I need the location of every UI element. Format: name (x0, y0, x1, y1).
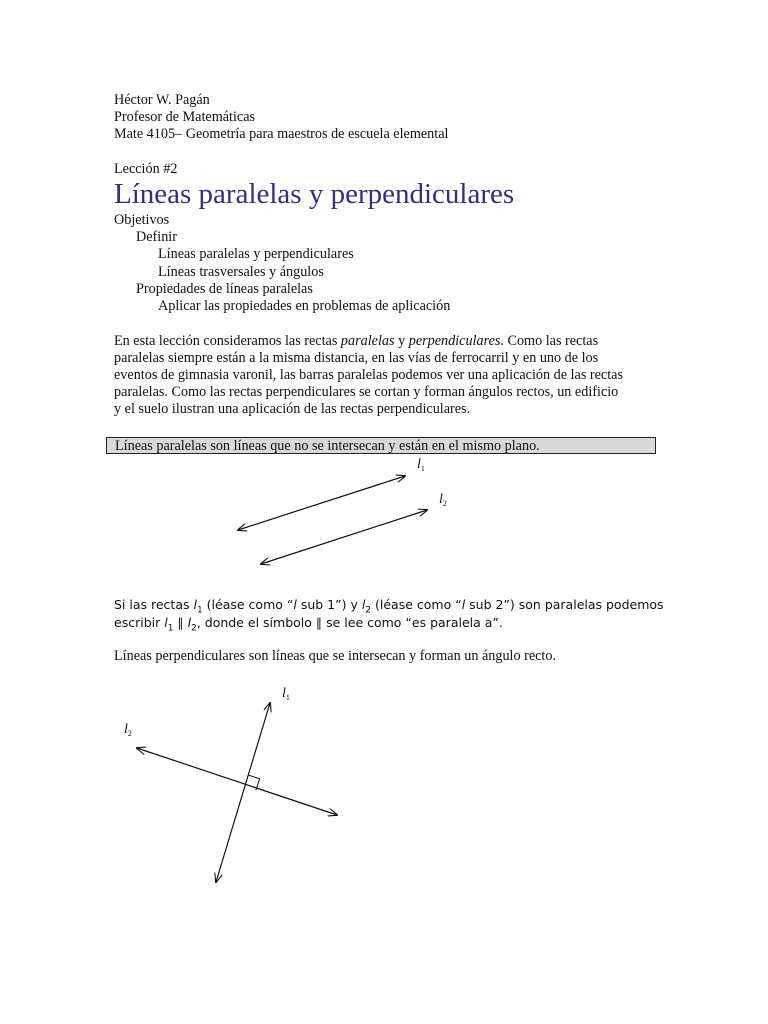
objective-properties: Propiedades de líneas paralelas (136, 281, 313, 297)
author-name: Héctor W. Pagán (114, 92, 210, 108)
perpendicular-definition: Líneas perpendiculares son líneas que se intersecan y forman un ángulo recto. (114, 648, 557, 664)
intro-line: paralelas. Como las rectas perpendiculares se cortan y forman ángulos rectos, un edificio (114, 384, 619, 400)
author-position: Profesor de Matemáticas (114, 109, 256, 125)
course-title: Mate 4105– Geometría para maestros de escuela elemental (114, 126, 449, 142)
perpendicular-line-l1 (216, 703, 270, 882)
objective-define: Definir (136, 229, 177, 245)
objectives-heading: Objetivos (114, 212, 170, 228)
label-l2-parallel: $l_2$ (439, 492, 447, 508)
label-l2-perpendicular: $l_2$ (124, 722, 132, 738)
intro-line: y el suelo ilustran una aplicación de las rectas perpendiculares. (114, 401, 471, 417)
notation-line-2: escribir $l_1$ ∥ $l_2$, donde el símbolo ∥ se lee como “es paralela a”. (114, 615, 503, 634)
objective-item: Líneas trasversales y ángulos (158, 264, 324, 280)
parallel-definition-box: Líneas paralelas son líneas que no se intersecan y están en el mismo plano. (106, 437, 656, 454)
label-l1-parallel: $l_1$ (417, 457, 425, 473)
intro-line: eventos de gimnasia varonil, las barras paralelas podemos ver una aplicación de las rectas (114, 367, 623, 383)
intro-line: paralelas siempre están a la misma distancia, en las vías de ferrocarril y en uno de los (114, 350, 599, 366)
lesson-title: Líneas paralelas y perpendiculares (114, 178, 515, 210)
objective-item: Aplicar las propiedades en problemas de aplicación (158, 298, 451, 314)
objective-item: Líneas paralelas y perpendiculares (158, 246, 354, 262)
perpendicular-line-l2 (137, 748, 337, 815)
parallel-line-l1 (238, 476, 405, 530)
parallel-line-l2 (261, 510, 427, 564)
notation-line-1: Si las rectas $l_1$ (léase como “l sub 1”) y $l_2$ (léase como “l sub 2”) son paralelas podemos (114, 597, 664, 616)
lesson-number: Lección #2 (114, 161, 178, 177)
label-l1-perpendicular: $l_1$ (282, 686, 290, 702)
intro-line: En esta lección consideramos las rectas paralelas y perpendiculares. Como las rectas (114, 333, 599, 349)
